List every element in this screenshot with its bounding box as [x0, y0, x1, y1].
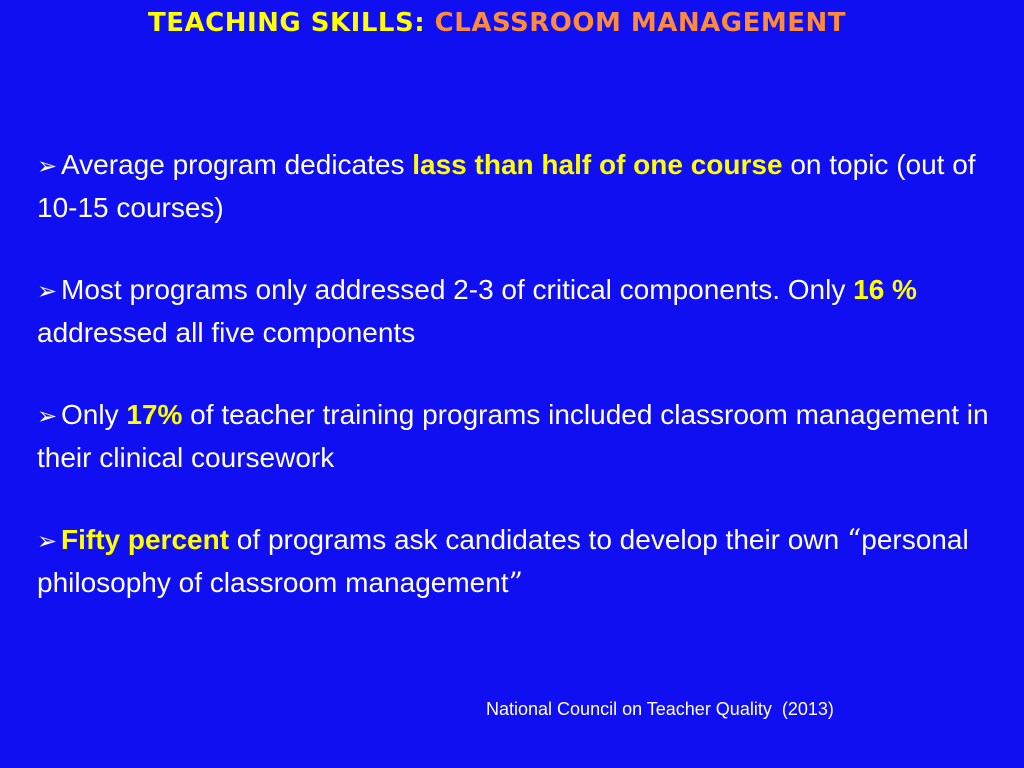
bullet-quoted-text: personal philosophy of classroom management: [37, 524, 969, 598]
arrow-bullet-icon: ➢: [37, 402, 58, 430]
bullet-highlight: 17%: [126, 399, 183, 430]
bullet-list: [37, 144, 1002, 644]
bullet-item: [37, 394, 1002, 479]
bullet-item: [37, 269, 1002, 354]
arrow-bullet-icon: ➢: [37, 277, 58, 305]
arrow-bullet-icon: ➢: [37, 527, 58, 555]
bullet-item: [37, 144, 1002, 229]
open-quote: “: [846, 523, 862, 556]
slide-title: [0, 8, 994, 38]
source-citation: National Council on Teacher Quality (2013): [486, 699, 834, 719]
bullet-text: on topic (out of 10-15 courses): [37, 149, 976, 223]
bullet-highlight: 16 %: [853, 274, 917, 305]
title-teaching-skills: TEACHING SKILLS:: [148, 8, 435, 38]
close-quote: ”: [508, 566, 523, 599]
bullet-text: of programs ask candidates to develop their own: [229, 524, 847, 555]
title-classroom-management: CLASSROOM MANAGEMENT: [434, 8, 846, 38]
bullet-item: [37, 519, 1002, 604]
bullet-text: addressed all five components: [37, 317, 416, 348]
bullet-highlight: Fifty percent: [61, 524, 230, 555]
bullet-text: Average program dedicates: [61, 149, 413, 180]
bullet-highlight: lass than half of one course: [412, 149, 783, 180]
bullet-text: Most programs only addressed 2-3 of critical components. Only: [61, 274, 854, 305]
bullet-text: of teacher training programs included classroom management in their clinical coursework: [37, 399, 989, 473]
arrow-bullet-icon: ➢: [37, 152, 58, 180]
bullet-text: Only: [61, 399, 127, 430]
